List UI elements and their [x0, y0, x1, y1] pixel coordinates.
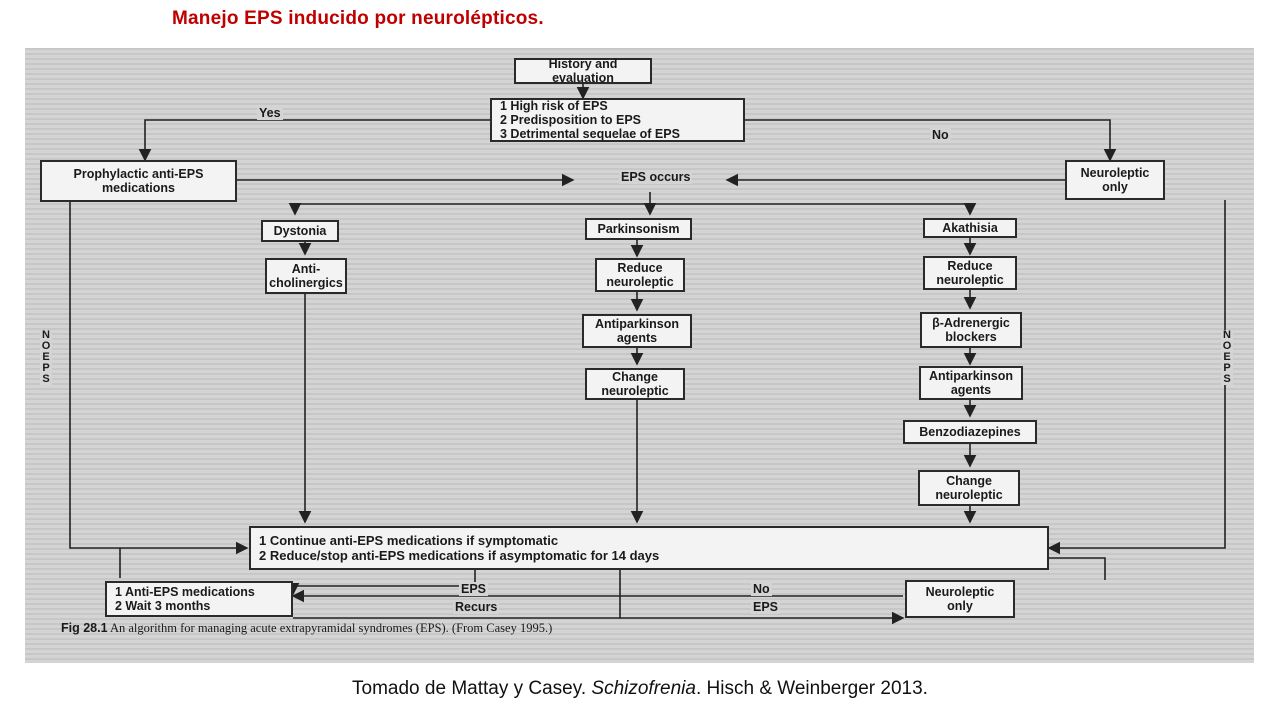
risk-line-1: 1 High risk of EPS [500, 99, 608, 113]
figure-caption [61, 621, 552, 636]
noeps-right-p: P [1223, 362, 1231, 374]
source-credit [0, 678, 1280, 700]
neuroleptic-only-bottom-line-2: only [947, 599, 973, 613]
parkinsonism-box [585, 218, 692, 240]
risk-line-3: 3 Detrimental sequelae of EPS [500, 127, 680, 141]
anticholinergics-line-2: cholinergics [269, 276, 343, 290]
change-neuroleptic-a-box [918, 470, 1020, 506]
noeps-right-o: O [1222, 340, 1232, 352]
akathisia-label: Akathisia [942, 221, 998, 235]
neuroleptic-only-top-line-1: Neuroleptic [1080, 166, 1150, 180]
figure-caption-label: Fig 28.1 [61, 621, 108, 635]
reduce-neuroleptic-p-box [595, 258, 685, 292]
reduce-neuroleptic-p-line-1: Reduce [617, 261, 663, 275]
eps-upper-label: EPS [461, 582, 487, 596]
change-neuroleptic-a-line-2: neuroleptic [935, 488, 1003, 502]
dystonia-box [261, 220, 339, 242]
anticholinergics-box [265, 258, 347, 294]
change-neuroleptic-p-box [585, 368, 685, 400]
continue-reduce-box [249, 526, 1049, 570]
neuroleptic-only-top-line-2: only [1102, 180, 1128, 194]
recurs-label: Recurs [455, 600, 498, 614]
history-label: History and evaluation [548, 57, 618, 85]
change-neuroleptic-p-line-1: Change [612, 370, 658, 384]
antiparkinson-p-line-2: agents [616, 331, 658, 345]
prophylactic-box [40, 160, 237, 202]
noeps-left-n: N [42, 329, 50, 341]
change-neuroleptic-a-line-1: Change [946, 474, 992, 488]
no-lower-label: No [753, 582, 770, 596]
noeps-left-e: E [42, 351, 50, 363]
noeps-right-s: S [1223, 373, 1231, 385]
credit-prefix: Tomado de Mattay y Casey. [352, 678, 592, 699]
neuroleptic-only-top-box [1065, 160, 1165, 200]
no-label: No [932, 128, 949, 142]
risk-line-2: 2 Predisposition to EPS [500, 113, 641, 127]
antiparkinson-p-line-1: Antiparkinson [594, 317, 680, 331]
continue-line-2: 2 Reduce/stop anti-EPS medications if asymptomatic for 14 days [259, 548, 660, 563]
continue-line-1: 1 Continue anti-EPS medications if symptomatic [259, 533, 559, 548]
credit-italic: Schizofrenia [591, 678, 696, 699]
figure-caption-text: An algorithm for managing acute extrapyramidal syndromes (EPS). (From Casey 1995.) [109, 621, 553, 635]
noeps-right-e: E [1223, 351, 1231, 363]
risk-criteria-box [490, 98, 745, 142]
noeps-left-s: S [42, 373, 50, 385]
anti-eps-wait-line-2: 2 Wait 3 months [115, 599, 211, 613]
parkinsonism-label: Parkinsonism [597, 222, 680, 236]
neuroleptic-only-bottom-box [905, 580, 1015, 618]
dystonia-label: Dystonia [273, 224, 327, 238]
prophylactic-line-2: medications [102, 181, 175, 195]
antiparkinson-a-line-2: agents [950, 383, 992, 397]
benzodiazepines-label: Benzodiazepines [919, 425, 1021, 439]
noeps-right-label [1221, 330, 1233, 385]
yes-label: Yes [259, 106, 281, 120]
reduce-neuroleptic-a-box [923, 256, 1017, 290]
reduce-neuroleptic-p-line-2: neuroleptic [606, 275, 674, 289]
anti-eps-wait-box [105, 581, 293, 617]
prophylactic-line-1: Prophylactic anti-EPS [73, 167, 204, 181]
reduce-neuroleptic-a-line-2: neuroleptic [936, 273, 1004, 287]
anticholinergics-line-1: Anti- [291, 262, 321, 276]
eps-lower-label: EPS [753, 600, 779, 614]
change-neuroleptic-p-line-2: neuroleptic [601, 384, 669, 398]
noeps-left-o: O [41, 340, 51, 352]
slide-title: Manejo EPS inducido por neurolépticos. [172, 8, 544, 29]
anti-eps-wait-line-1: 1 Anti-EPS medications [115, 585, 255, 599]
antiparkinson-a-line-1: Antiparkinson [928, 369, 1014, 383]
history-evaluation-box [514, 58, 652, 84]
beta-blockers-box [920, 312, 1022, 348]
eps-occurs-label: EPS occurs [621, 170, 691, 184]
antiparkinson-agents-p-box [582, 314, 692, 348]
akathisia-box [923, 218, 1017, 238]
noeps-right-n: N [1223, 329, 1231, 341]
beta-blockers-line-2: blockers [945, 330, 997, 344]
reduce-neuroleptic-a-line-1: Reduce [947, 259, 993, 273]
credit-suffix: . Hisch & Weinberger 2013. [695, 678, 928, 699]
neuroleptic-only-bottom-line-1: Neuroleptic [925, 585, 995, 599]
noeps-left-p: P [42, 362, 50, 374]
benzodiazepines-box [903, 420, 1037, 444]
scanned-figure [25, 48, 1254, 663]
noeps-left-label [40, 330, 52, 385]
beta-blockers-line-1: β-Adrenergic [932, 316, 1010, 330]
antiparkinson-agents-a-box [919, 366, 1023, 400]
